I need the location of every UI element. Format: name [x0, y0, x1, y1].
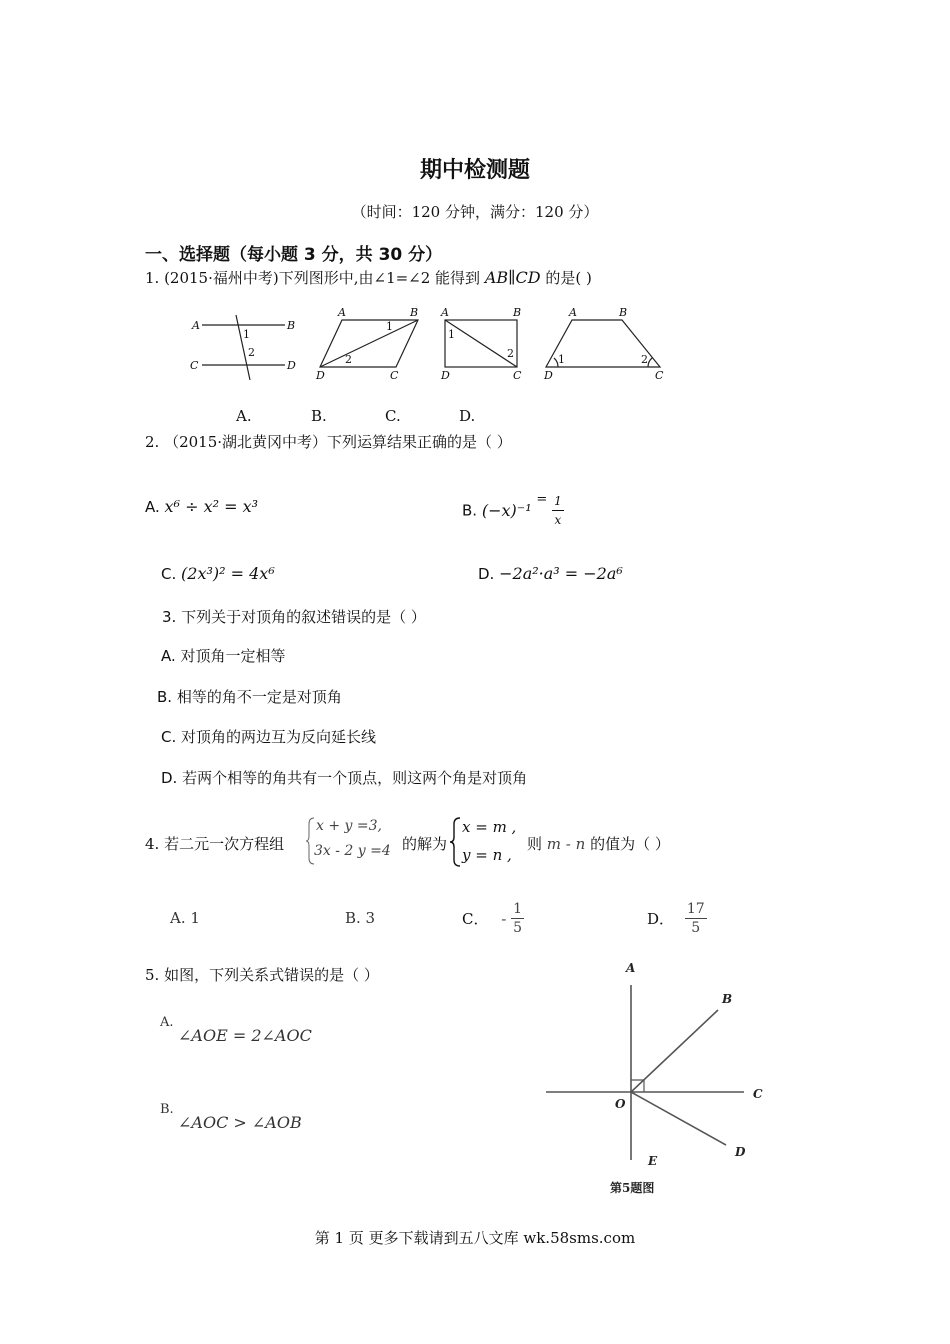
- q4-c-label: C．: [462, 910, 489, 928]
- fig5-label-a: A: [626, 961, 636, 975]
- q2-d-label: D.: [478, 565, 495, 583]
- fig5-label-d: D: [735, 1145, 746, 1159]
- q4-sol1: x = m ,: [462, 818, 517, 836]
- q4-c-fraction: [511, 900, 524, 937]
- q4-option-a: A. 1: [170, 909, 200, 927]
- q5-b-expr: ∠AOC > ∠AOB: [178, 1113, 302, 1132]
- fig-d-label-a: A: [569, 306, 577, 319]
- fig-a-angle-2: 2: [248, 346, 255, 359]
- fig5-caption: 第5题图: [610, 1181, 655, 1195]
- fig-a-label-b: B: [287, 319, 296, 332]
- q4-d-denominator: 5: [691, 920, 701, 936]
- question-5-figure: [540, 955, 780, 1200]
- fig-a-angle-1: 1: [243, 328, 250, 341]
- question-2-text: 2. （2015·湖北黄冈中考）下列运算结果正确的是（ ）: [145, 433, 512, 451]
- q2-b-equals: =: [536, 492, 548, 507]
- question-1: [145, 267, 592, 288]
- q4-sol2: y = n ,: [462, 846, 512, 864]
- fig-b-angle-1: 1: [386, 320, 393, 333]
- q2-option-c: [161, 564, 275, 583]
- q4-d-numerator: 17: [686, 901, 705, 917]
- q2-b-label: B.: [462, 501, 478, 520]
- q5-a-expr: ∠AOE = 2∠AOC: [178, 1026, 312, 1045]
- section-heading: 一、选择题（每小题 3 分，共 30 分）: [145, 245, 443, 265]
- fig-b-angle-2: 2: [345, 353, 352, 366]
- q4-tail: 的值为（ ）: [590, 835, 670, 853]
- q4-mid-text: 的解为: [402, 835, 448, 853]
- q2-d-expr: −2a²·a³ = −2a⁶: [499, 564, 623, 583]
- q4-c-denominator: 5: [513, 920, 523, 936]
- fig-d-label-b: B: [619, 306, 628, 319]
- fig-c-angle-2: 2: [507, 347, 514, 360]
- q4-option-d: [647, 900, 707, 937]
- question-4-text: 4. 若二元一次方程组: [145, 835, 285, 853]
- q3-option-a: A. 对顶角一定相等: [161, 647, 286, 665]
- fig-a-label-c: C: [190, 359, 199, 372]
- q4-option-c: [462, 900, 524, 937]
- q3-option-d: D. 若两个相等的角共有一个顶点，则这两个角是对顶角: [161, 769, 528, 787]
- q2-b-denominator: x: [554, 513, 562, 527]
- q4-eq2: 3x - 2 y =4: [314, 843, 391, 859]
- q4-c-numerator: 1: [513, 901, 523, 917]
- question-1-math: AB∥CD: [484, 268, 541, 287]
- q1-option-b: B.: [311, 407, 327, 425]
- q2-b-numerator: 1: [552, 492, 564, 511]
- question-1-figures: [180, 300, 680, 390]
- page-title: 期中检测题: [419, 158, 530, 183]
- fig-a-label-d: D: [287, 359, 296, 372]
- fig-c-angle-1: 1: [448, 328, 455, 341]
- fig-c-label-c: C: [513, 369, 522, 382]
- q2-option-b: [462, 492, 564, 529]
- q4-expr: m - n: [546, 835, 586, 853]
- q2-b-expr: (−x)⁻¹: [481, 501, 532, 520]
- q4-d-label: D．: [647, 910, 675, 928]
- question-3-text: 3. 下列关于对顶角的叙述错误的是（ ）: [162, 608, 426, 626]
- fig-d-label-d: D: [544, 369, 553, 382]
- fig-c-label-d: D: [441, 369, 450, 382]
- q2-b-fraction: [552, 492, 564, 529]
- q4-then-text: 则: [527, 835, 543, 853]
- q1-option-a: A.: [236, 407, 252, 425]
- fig-d-angle-2: 2: [641, 353, 648, 366]
- fig5-label-e: E: [648, 1154, 658, 1168]
- q4-solution-brace: [450, 816, 462, 868]
- fig-a-label-a: A: [192, 319, 200, 332]
- q2-a-label: A.: [145, 498, 160, 516]
- fig-b-label-c: C: [390, 369, 399, 382]
- fig-c-label-b: B: [513, 306, 522, 319]
- exam-info: （时间：120 分钟，满分：120 分）: [351, 203, 599, 221]
- q3-option-c: C. 对顶角的两边互为反向延长线: [161, 728, 377, 746]
- q4-option-b: B. 3: [345, 909, 376, 927]
- q4-eq1: x + y =3,: [316, 818, 382, 834]
- fig5-label-o: O: [615, 1097, 626, 1111]
- fig-b-diagonal: [320, 320, 418, 367]
- q1-option-c: C.: [385, 407, 401, 425]
- question-5-text: 5. 如图，下列关系式错误的是（ ）: [145, 966, 379, 984]
- q3-option-b: B. 相等的角不一定是对顶角: [157, 688, 342, 706]
- fig-d-angle-1: 1: [558, 353, 565, 366]
- q4-then: [527, 833, 670, 854]
- q2-c-label: C.: [161, 565, 177, 583]
- fig-d-angle2-arc: [648, 358, 652, 367]
- q2-option-d: [478, 564, 623, 583]
- fig-b-label-b: B: [410, 306, 419, 319]
- fig5-label-c: C: [753, 1087, 763, 1101]
- fig5-ray-od: [631, 1092, 726, 1145]
- page-footer: 第 1 页 更多下载请到五八文库 wk.58sms.com: [314, 1229, 636, 1247]
- question-1-text: 1. (2015·福州中考)下列图形中,由∠1=∠2 能得到: [145, 269, 481, 287]
- q2-a-expr: x⁶ ÷ x² = x³: [164, 497, 259, 516]
- q1-option-d: D.: [459, 407, 476, 425]
- fig-c-label-a: A: [441, 306, 449, 319]
- q5-a-label: A.: [160, 1015, 174, 1030]
- q4-c-sign: -: [501, 909, 507, 928]
- q5-b-label: B.: [160, 1102, 174, 1117]
- q4-d-fraction: [685, 900, 707, 937]
- fig-b-label-a: A: [338, 306, 346, 319]
- fig5-label-b: B: [722, 992, 733, 1006]
- q2-option-a: [145, 497, 258, 516]
- q2-c-expr: (2x³)² = 4x⁶: [181, 564, 275, 583]
- fig-d-label-c: C: [655, 369, 664, 382]
- fig-b-label-d: D: [316, 369, 325, 382]
- question-1-tail: 的是( ): [545, 269, 592, 287]
